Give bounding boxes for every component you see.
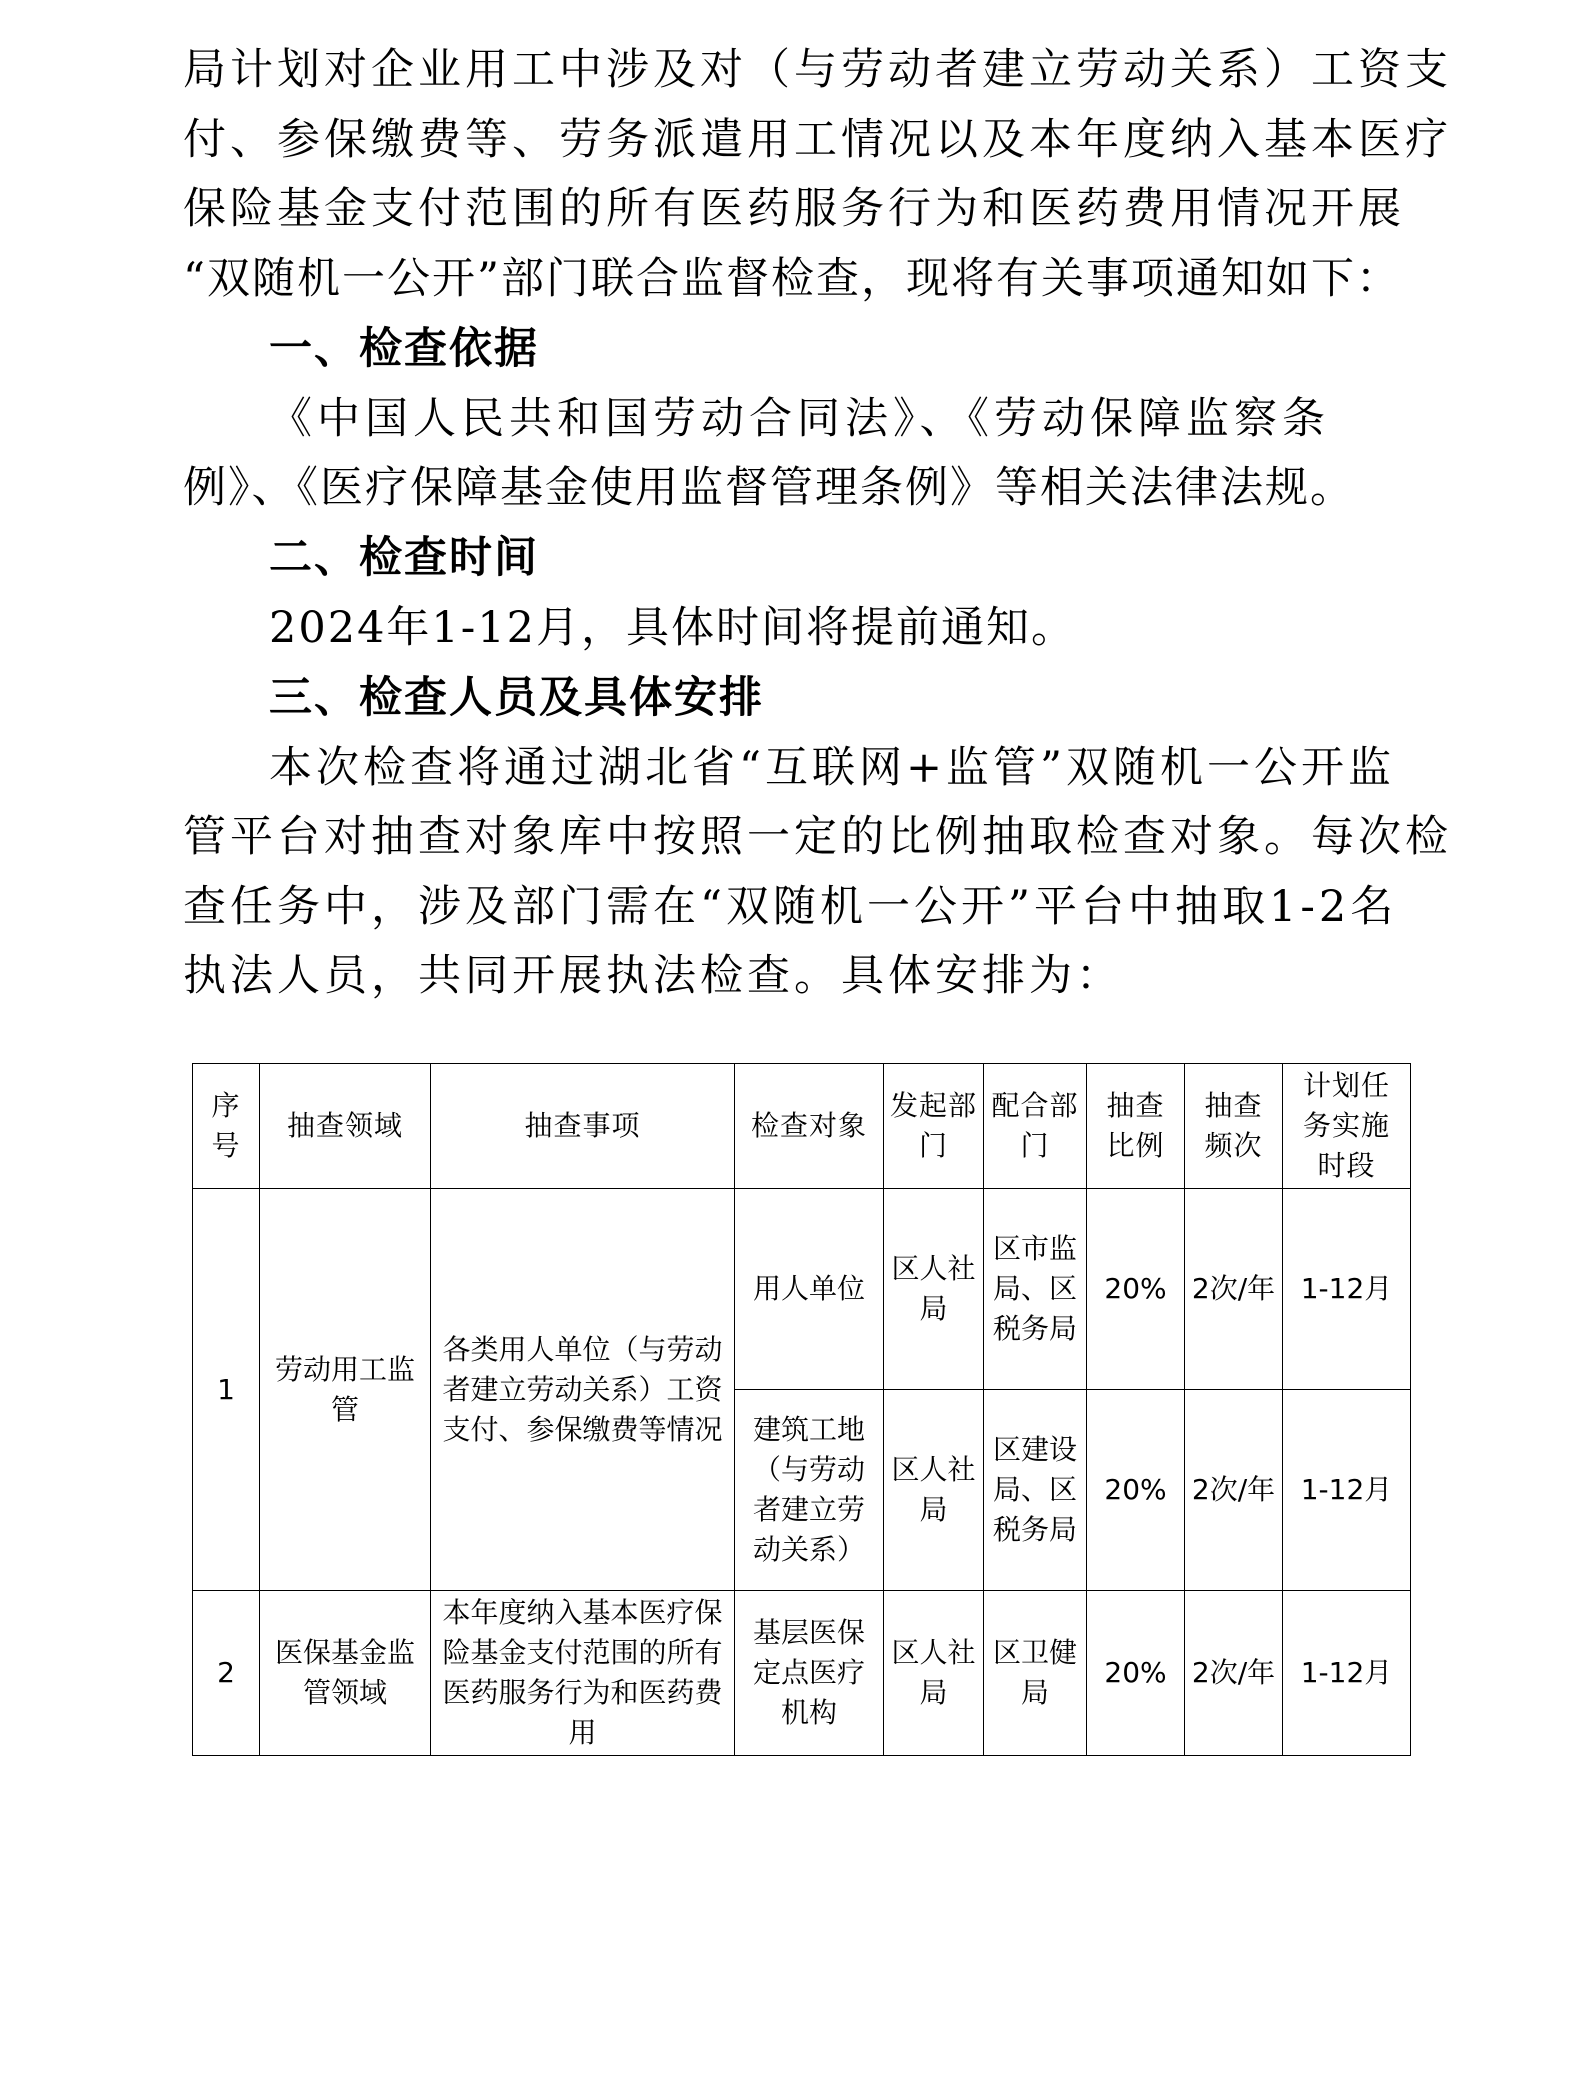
- cell-target: 用人单位: [735, 1189, 884, 1390]
- cell-cooperator: 区建设局、区税务局: [984, 1390, 1087, 1591]
- header-field: 抽查领域: [260, 1064, 431, 1189]
- text-line: 局计划对企业用工中涉及对（与劳动者建立劳动关系）工资支: [183, 45, 1452, 95]
- cell-period: 1-12月: [1283, 1591, 1411, 1756]
- text-line: 付、参保缴费等、劳务派遣用工情况以及本年度纳入基本医疗: [183, 114, 1452, 165]
- section-3: [183, 664, 1452, 1012]
- cell-field: 劳动用工监管: [260, 1189, 431, 1591]
- text-line: 查任务中，涉及部门需在“双随机一公开”平台中抽取1-2名: [183, 881, 1398, 932]
- header-period: 计划任务实施时段: [1283, 1064, 1411, 1189]
- section-1: [183, 315, 1363, 524]
- section-heading: 三、检查人员及具体安排: [269, 673, 764, 723]
- cell-frequency: 2次/年: [1185, 1390, 1283, 1591]
- cell-target: 建筑工地（与劳动者建立劳动关系）: [735, 1390, 884, 1591]
- header-ratio: 抽查比例: [1087, 1064, 1185, 1189]
- cell-ratio: 20%: [1087, 1189, 1185, 1390]
- section-heading: 一、检查依据: [269, 324, 539, 374]
- text-line: 管平台对抽查对象库中按照一定的比例抽取检查对象。每次检: [183, 812, 1452, 862]
- text-line: “双随机一公开”部门联合监督检查，现将有关事项通知如下：: [183, 253, 1401, 304]
- cell-frequency: 2次/年: [1185, 1189, 1283, 1390]
- cell-target: 基层医保定点医疗机构: [735, 1591, 884, 1756]
- cell-field: 医保基金监管领域: [260, 1591, 431, 1756]
- cell-period: 1-12月: [1283, 1189, 1411, 1390]
- cell-ratio: 20%: [1087, 1591, 1185, 1756]
- cell-items: 各类用人单位（与劳动者建立劳动关系）工资支付、参保缴费等情况: [431, 1189, 735, 1591]
- inspection-plan-table: [192, 1063, 1411, 1756]
- cell-cooperator: 区卫健局: [984, 1591, 1087, 1756]
- text-line: 保险基金支付范围的所有医药服务行为和医药费用情况开展: [183, 184, 1405, 234]
- cell-no: 2: [193, 1591, 260, 1756]
- cell-initiator: 区人社局: [884, 1390, 984, 1591]
- cell-no: 1: [193, 1189, 260, 1591]
- cell-items: 本年度纳入基本医疗保险基金支付范围的所有医药服务行为和医药费用: [431, 1591, 735, 1756]
- table-header-row: [193, 1064, 1411, 1189]
- section-heading: 二、检查时间: [269, 533, 539, 583]
- header-initiator: 发起部门: [884, 1064, 984, 1189]
- cell-ratio: 20%: [1087, 1390, 1185, 1591]
- section-2: [183, 524, 1363, 663]
- header-frequency: 抽查频次: [1185, 1064, 1283, 1189]
- table-row: [193, 1591, 1411, 1756]
- text-line: 执法人员，共同开展执法检查。具体安排为：: [183, 951, 1123, 1001]
- text-line: 本次检查将通过湖北省“互联网+监管”双随机一公开监: [269, 742, 1395, 793]
- header-cooperator: 配合部门: [984, 1064, 1087, 1189]
- cell-initiator: 区人社局: [884, 1591, 984, 1756]
- table-row: [193, 1189, 1411, 1390]
- header-target: 检查对象: [735, 1064, 884, 1189]
- cell-frequency: 2次/年: [1185, 1591, 1283, 1756]
- header-no: 序号: [193, 1064, 260, 1189]
- text-line: 例》、《医疗保障基金使用监督管理条例》等相关法律法规。: [183, 463, 1355, 513]
- header-items: 抽查事项: [431, 1064, 735, 1189]
- text-line: 2024年1-12月，具体时间将提前通知。: [269, 602, 1077, 653]
- intro-paragraph: [183, 36, 1452, 314]
- text-line: 《中国人民共和国劳动合同法》、《劳动保障监察条: [269, 393, 1330, 444]
- cell-period: 1-12月: [1283, 1390, 1411, 1591]
- cell-cooperator: 区市监局、区税务局: [984, 1189, 1087, 1390]
- cell-initiator: 区人社局: [884, 1189, 984, 1390]
